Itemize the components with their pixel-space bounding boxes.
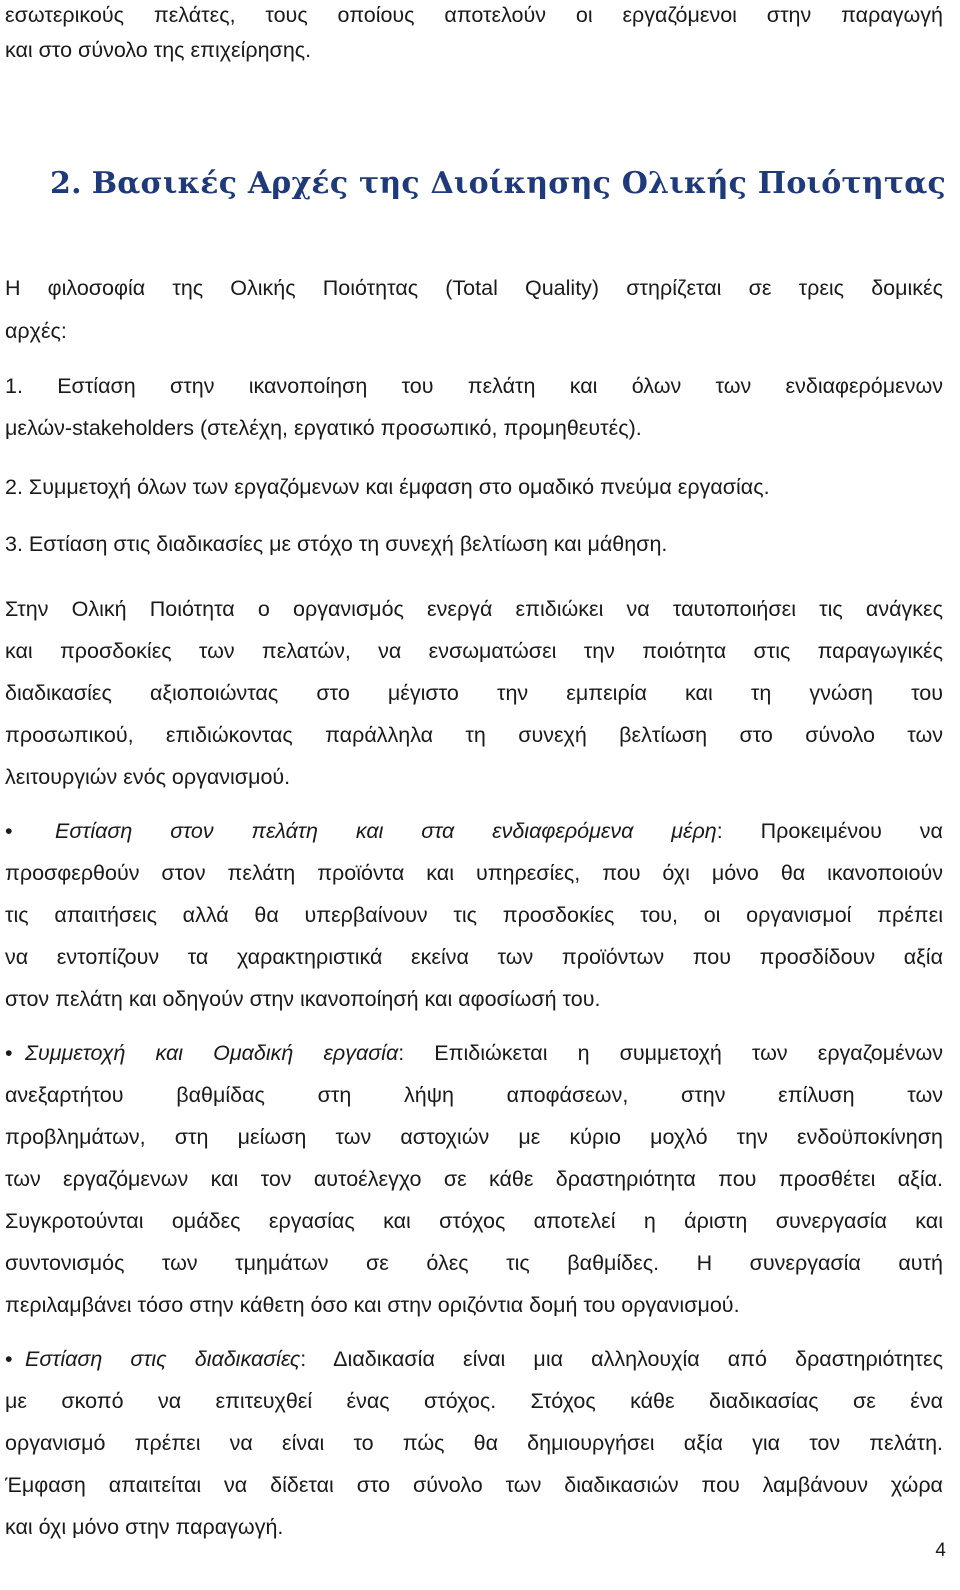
- bullet-1-first-line: [5, 816, 943, 846]
- section-heading: [50, 162, 946, 206]
- bullet-icon: •: [5, 819, 13, 843]
- bullet-1-line-4: να εντοπίζουν τα χαρακτηριστικά εκείνα των προϊόντων που προσδίδουν αξία: [5, 945, 943, 969]
- bullet-3-first-line: [5, 1344, 943, 1374]
- bullet-3-line-3: οργανισμό πρέπει να είναι το πώς θα δημιουργήσει αξία για τον πελάτη.: [5, 1431, 943, 1455]
- bullet-2-emphasis: Συμμετοχή και Ομαδική εργασία: [25, 1041, 399, 1065]
- bullet-2-rest: : Επιδιώκεται η συμμετοχή των εργαζομένων: [398, 1041, 943, 1065]
- bullet-3-line-5: και όχι μόνο στην παραγωγή.: [5, 1515, 284, 1539]
- paragraph1-line-1: Η φιλοσοφία της Ολικής Ποιότητας (Total Quality) στηρίζεται σε τρεις δομικές: [5, 276, 943, 300]
- bullet-3-rest: : Διαδικασία είναι μια αλληλουχία από δραστηριότητες: [300, 1347, 943, 1371]
- bullet-2-line-5: Συγκροτούνται ομάδες εργασίας και στόχος αποτελεί η άριστη συνεργασία και: [5, 1209, 943, 1233]
- bullet-2-line-2: ανεξαρτήτου βαθμίδας στη λήψη αποφάσεων, στην επίλυση των: [5, 1083, 943, 1107]
- paragraph2-line-1: Στην Ολική Ποιότητα ο οργανισμός ενεργά επιδιώκει να ταυτοποιήσει τις ανάγκες: [5, 597, 943, 621]
- principle-1-line-2: μελών-stakeholders (στελέχη, εργατικό προσωπικό, προμηθευτές).: [5, 416, 642, 440]
- section-title: Βασικές Αρχές της Διοίκησης Ολικής Ποιότητας: [91, 166, 946, 201]
- section-number: 2.: [50, 166, 82, 201]
- principle-2: 2. Συμμετοχή όλων των εργαζόμενων και έμφαση στο ομαδικό πνεύμα εργασίας.: [5, 475, 770, 499]
- bullet-1-line-5: στον πελάτη και οδηγούν στην ικανοποίησή και αφοσίωσή του.: [5, 987, 601, 1011]
- principle-3: 3. Εστίαση στις διαδικασίες με στόχο τη συνεχή βελτίωση και μάθηση.: [5, 532, 668, 556]
- bullet-3-line-2: με σκοπό να επιτευχθεί ένας στόχος. Στόχος κάθε διαδικασίας σε ένα: [5, 1389, 943, 1413]
- bullet-3-emphasis: Εστίαση στις διαδικασίες: [25, 1347, 301, 1371]
- bullet-2-line-6: συντονισμός των τμημάτων σε όλες τις βαθμίδες. Η συνεργασία αυτή: [5, 1251, 943, 1275]
- paragraph2-line-4: προσωπικού, επιδιώκοντας παράλληλα τη συνεχή βελτίωση στο σύνολο των: [5, 723, 943, 747]
- page-number: 4: [935, 1540, 946, 1561]
- bullet-1-line-2: προσφερθούν στον πελάτη προϊόντα και υπηρεσίες, που όχι μόνο θα ικανοποιούν: [5, 861, 943, 885]
- bullet-1-line-3: τις απαιτήσεις αλλά θα υπερβαίνουν τις προσδοκίες του, οι οργανισμοί πρέπει: [5, 903, 943, 927]
- bullet-icon: •: [5, 1041, 13, 1065]
- bullet-2-line-4: των εργαζόμενων και τον αυτοέλεγχο σε κάθε δραστηριότητα που προσθέτει αξία.: [5, 1167, 943, 1191]
- bullet-3-line-4: Έμφαση απαιτείται να δίδεται στο σύνολο των διαδικασιών που λαμβάνουν χώρα: [5, 1473, 943, 1497]
- bullet-2-line-3: προβλημάτων, στη μείωση των αστοχιών με κύριο μοχλό την ενδοϋποκίνηση: [5, 1125, 943, 1149]
- bullet-1-emphasis: Εστίαση στον πελάτη και στα ενδιαφερόμενα μέρη: [55, 819, 717, 843]
- intro-line-1: εσωτερικούς πελάτες, τους οποίους αποτελούν οι εργαζόμενοι στην παραγωγή: [5, 3, 943, 27]
- intro-line-2: και στο σύνολο της επιχείρησης.: [5, 38, 312, 62]
- paragraph2-line-3: διαδικασίες αξιοποιώντας στο μέγιστο την εμπειρία και τη γνώση του: [5, 681, 943, 705]
- paragraph1-line-2: αρχές:: [5, 319, 67, 343]
- bullet-2-first-line: [5, 1038, 943, 1068]
- paragraph2-line-5: λειτουργιών ενός οργανισμού.: [5, 765, 291, 789]
- bullet-icon: •: [5, 1347, 13, 1371]
- principle-1-line-1: 1. Εστίαση στην ικανοποίηση του πελάτη και όλων των ενδιαφερόμενων: [5, 374, 943, 398]
- bullet-2-line-7: περιλαμβάνει τόσο στην κάθετη όσο και στην οριζόντια δομή του οργανισμού.: [5, 1293, 740, 1317]
- paragraph2-line-2: και προσδοκίες των πελατών, να ενσωματώσει την ποιότητα στις παραγωγικές: [5, 639, 943, 663]
- bullet-1-rest: : Προκειμένου να: [716, 819, 943, 843]
